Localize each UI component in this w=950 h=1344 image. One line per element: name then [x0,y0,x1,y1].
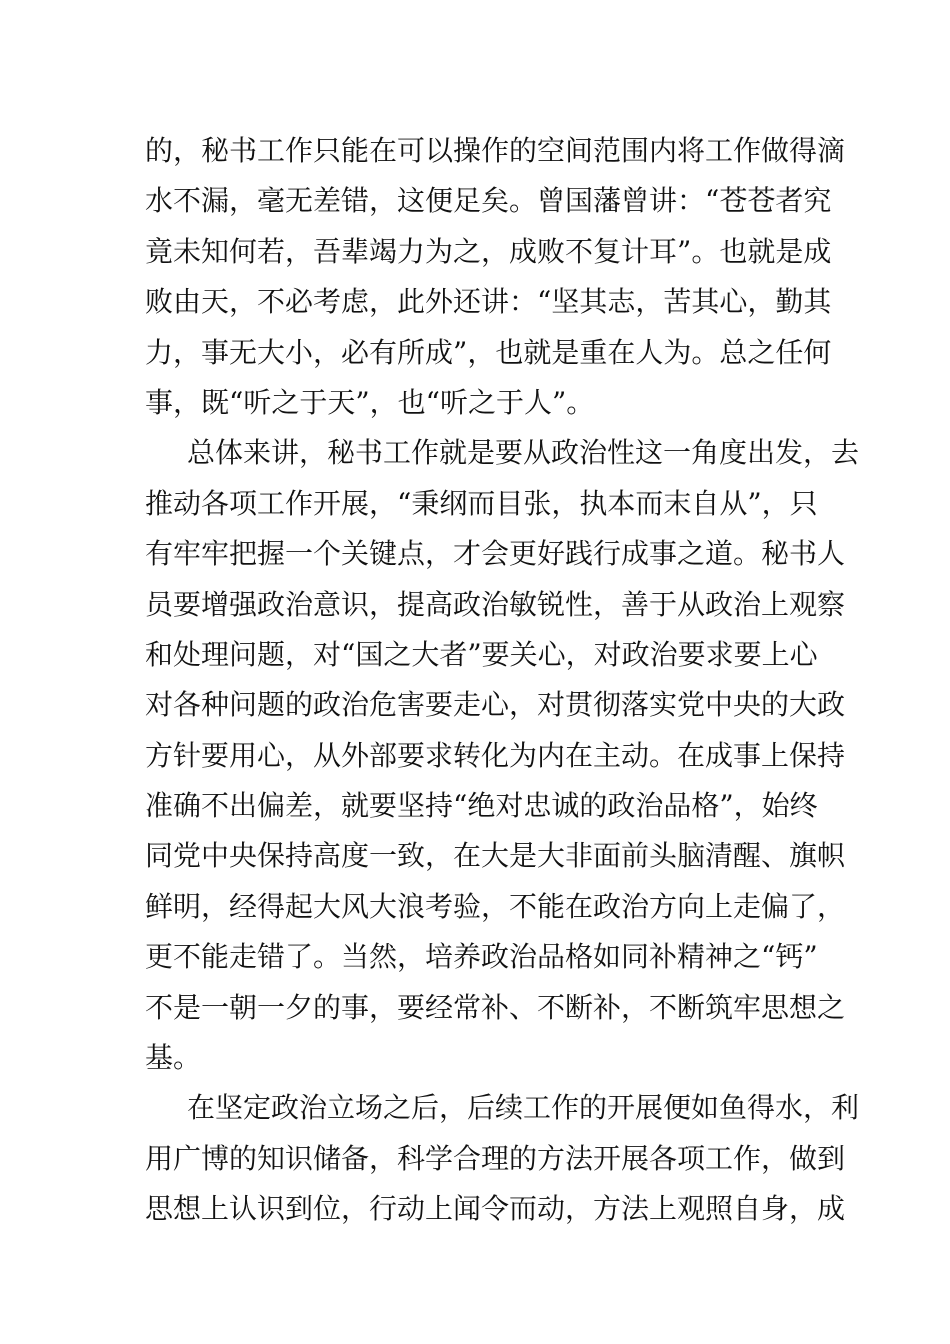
text-line: 更不能走错了。当然，培养政治品格如同补精神之“钙” [145,940,818,974]
text-line: 鲜明，经得起大风大浪考验，不能在政治方向上走偏了， [145,889,846,923]
paragraph-3 [145,1083,860,1234]
text-line: 对各种问题的政治危害要走心，对贯彻落实党中央的大政 [145,688,846,722]
text-line: 竟未知何若，吾辈竭力为之，成败不复计耳”。也就是成 [145,234,832,268]
text-line: 不是一朝一夕的事，要经常补、不断补，不断筑牢思想之 [145,990,846,1024]
text-line: 水不漏，毫无差错，这便足矣。曾国藩曾讲：“苍苍者究 [145,184,832,218]
body-text [145,126,860,1235]
text-line: 用广博的知识储备，科学合理的方法开展各项工作，做到 [145,1141,846,1175]
text-line: 有牢牢把握一个关键点，才会更好践行成事之道。秘书人 [145,537,846,571]
text-line: 事，既“听之于天”，也“听之于人”。 [145,385,595,419]
text-line: 思想上认识到位，行动上闻令而动，方法上观照自身，成 [145,1192,846,1226]
text-line: 在坚定政治立场之后，后续工作的开展便如鱼得水，利 [187,1091,860,1125]
text-line: 的，秘书工作只能在可以操作的空间范围内将工作做得滴 [145,134,846,167]
text-line: 和处理问题，对“国之大者”要关心，对政治要求要上心 [145,637,818,671]
text-line: 基。 [145,1041,202,1075]
text-line: 总体来讲，秘书工作就是要从政治性这一角度出发，去 [187,436,860,470]
text-line: 方针要用心，从外部要求转化为内在主动。在成事上保持 [145,738,846,772]
text-line: 推动各项工作开展，“秉纲而目张，执本而末自从”，只 [145,486,818,520]
paragraph-2 [145,428,860,1083]
text-line: 员要增强政治意识，提高政治敏锐性，善于从政治上观察 [145,587,846,621]
paragraph-1 [145,126,846,428]
text-line: 败由天，不必考虑，此外还讲：“坚其志，苦其心，勤其 [145,285,832,319]
text-line: 力，事无大小，必有所成”，也就是重在人为。总之任何 [145,335,832,369]
text-line: 准确不出偏差，就要坚持“绝对忠诚的政治品格”，始终 [145,789,818,823]
text-line: 同党中央保持高度一致，在大是大非面前头脑清醒、旗帜 [145,839,846,873]
